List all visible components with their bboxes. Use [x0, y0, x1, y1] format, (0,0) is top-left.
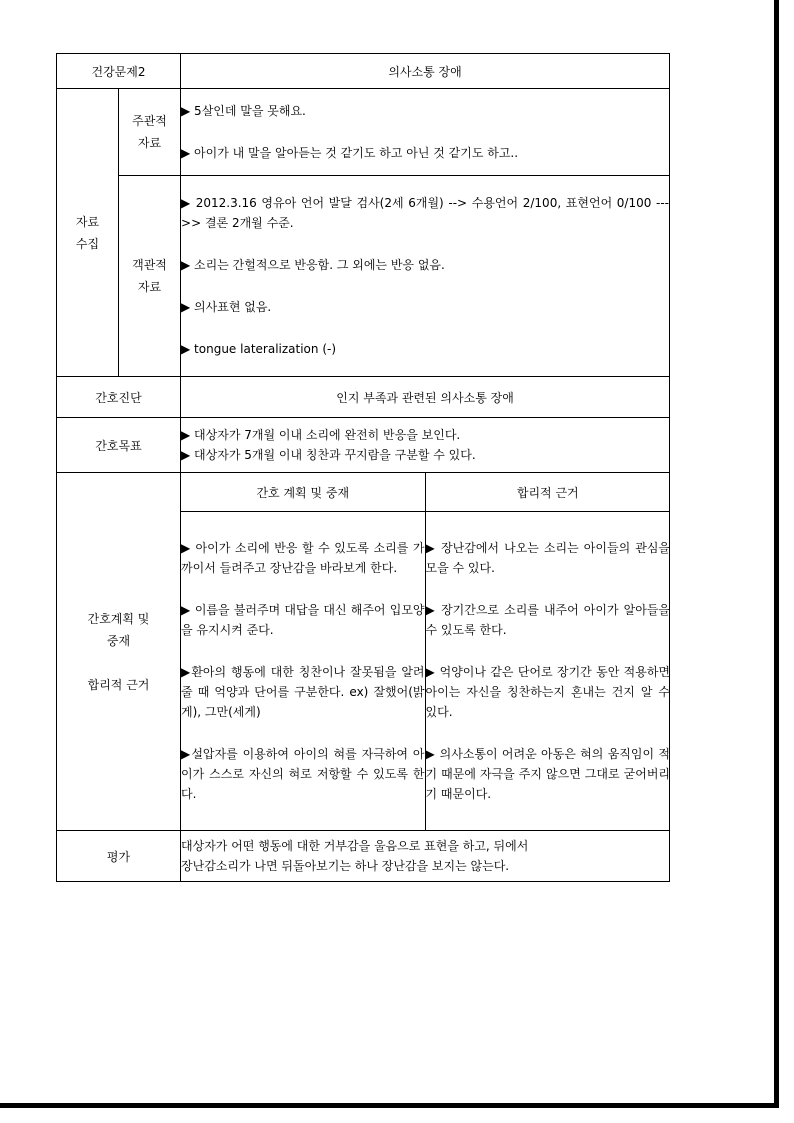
health-problem-label: 건강문제2 [57, 54, 181, 89]
plan-rationale-label [57, 473, 181, 831]
nursing-goal-item: ▶ 대상자가 5개월 이내 칭찬과 꾸지람을 구분할 수 있다. [181, 448, 476, 462]
plan-item: ▶환아의 행동에 대한 칭찬이나 잘못됨을 알려줄 때 억양과 단어를 구분한다. ex) 잘했어(밝게), 그만(세게) [181, 664, 425, 719]
subjective-data-content [181, 89, 670, 176]
plan-rationale-content [181, 473, 670, 831]
plan-label-line: 중재 [106, 633, 131, 648]
nursing-goal-item: ▶ 대상자가 7개월 이내 소리에 완전히 반응을 보인다. [181, 428, 461, 442]
evaluation-line: 장난감소리가 나면 뒤돌아보기는 하나 장난감을 보지는 않는다. [181, 859, 510, 873]
nursing-goal-label: 간호목표 [57, 418, 181, 473]
subjective-item: ▶ 5살인데 말을 못해요. [181, 104, 306, 118]
rationale-item: ▶ 장기간으로 소리를 내주어 아이가 알아들을 수 있도록 한다. [425, 602, 671, 637]
objective-item: ▶ tongue lateralization (-) [181, 342, 337, 356]
evaluation-line: 대상자가 어떤 행동에 대한 거부감을 울음으로 표현을 하고, 뒤에서 [181, 839, 529, 853]
evaluation-row [57, 831, 670, 882]
rationale-item: ▶ 억양이나 같은 단어로 장기간 동안 적용하면 아이는 자신을 칭찬하는지 혼내는 건지 알 수 있다. [425, 664, 671, 719]
plan-item: ▶설압자를 이용하여 아이의 혀를 자극하여 아이가 스스로 자신의 혀로 저항할 수 있도록 한다. [181, 746, 425, 801]
health-problem-value: 의사소통 장애 [181, 54, 670, 89]
subjective-item: ▶ 아이가 내 말을 알아듣는 것 같기도 하고 아닌 것 같기도 하고.. [181, 146, 519, 160]
evaluation-label: 평가 [57, 831, 181, 882]
plan-item: ▶ 이름을 불러주며 대답을 대신 해주어 입모양을 유지시켜 준다. [181, 602, 425, 637]
objective-item: ▶ 2012.3.16 영유아 언어 발달 검사(2세 6개월) --> 수용언어 2/100, 표현언어 0/100 --->> 결론 2개월 수준. [181, 196, 670, 230]
subjective-data-label [119, 89, 181, 176]
data-collection-label-line: 자료 [75, 214, 100, 229]
rationale-items-cell [425, 512, 670, 830]
objective-data-label [119, 176, 181, 377]
plan-rationale-row [57, 473, 670, 831]
plan-label-line: 간호계획 및 [87, 611, 150, 626]
rationale-column-header: 합리적 근거 [425, 473, 670, 512]
rationale-item: ▶ 장난감에서 나오는 소리는 아이들의 관심을 모을 수 있다. [425, 540, 671, 575]
health-problem-row [57, 54, 670, 89]
plan-column-header: 간호 계획 및 중재 [181, 473, 425, 512]
plan-items-cell [181, 512, 425, 830]
rationale-label-line: 합리적 근거 [87, 677, 150, 692]
nursing-diagnosis-label: 간호진단 [57, 377, 181, 418]
plan-item: ▶ 아이가 소리에 반응 할 수 있도록 소리를 가까이서 들려주고 장난감을 바라보게 한다. [181, 540, 425, 575]
subjective-label-line: 자료 [137, 136, 162, 150]
nursing-care-plan-table [56, 53, 670, 882]
objective-label-line: 자료 [137, 280, 162, 294]
nursing-goal-content [181, 418, 670, 473]
objective-data-row [57, 176, 670, 377]
page-frame-bottom [0, 1103, 779, 1108]
objective-data-content [181, 176, 670, 377]
objective-item: ▶ 소리는 간헐적으로 반응함. 그 외에는 반응 없음. [181, 258, 445, 272]
objective-item: ▶ 의사표현 없음. [181, 300, 272, 314]
data-collection-label-line: 수집 [75, 236, 100, 251]
evaluation-content [181, 831, 670, 882]
nursing-goal-row [57, 418, 670, 473]
nursing-diagnosis-value: 인지 부족과 관련된 의사소통 장애 [181, 377, 670, 418]
data-collection-label [57, 89, 119, 377]
subjective-label-line: 주관적 [132, 114, 167, 128]
subjective-data-row [57, 89, 670, 176]
rationale-item: ▶ 의사소통이 어려운 아동은 혀의 움직임이 적기 때문에 자극을 주지 않으면 그대로 굳어버리기 때문이다. [425, 746, 671, 801]
page-frame-right [774, 0, 779, 1108]
objective-label-line: 객관적 [132, 258, 167, 272]
plan-rationale-inner-table [181, 473, 670, 830]
nursing-diagnosis-row [57, 377, 670, 418]
